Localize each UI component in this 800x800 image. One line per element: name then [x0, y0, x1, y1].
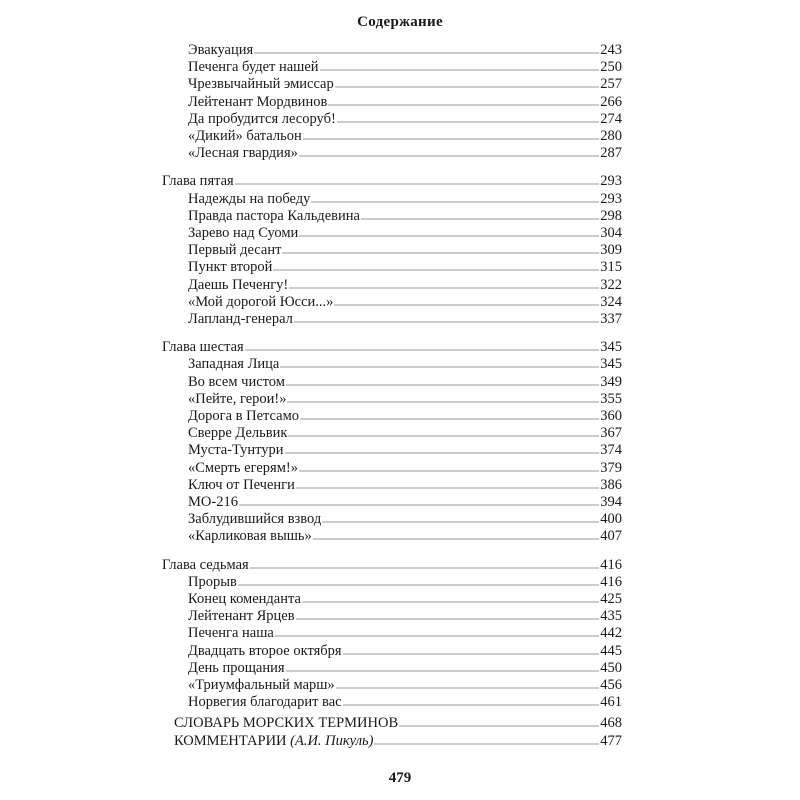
toc-entry-page: 337: [600, 311, 622, 327]
toc-entry: [188, 111, 622, 128]
toc-entry-title: Глава седьмая: [162, 556, 249, 573]
toc-entry-title: «Мой дорогой Юсси...»: [188, 293, 334, 310]
toc-entry: [188, 356, 622, 373]
dot-leader: [334, 294, 599, 306]
toc-entry: [188, 391, 622, 408]
toc-entry: [188, 128, 622, 145]
dot-leader: [300, 408, 599, 420]
toc-entry-title: Дорога в Петсамо: [188, 408, 300, 424]
toc-entry-title: Глава пятая: [162, 173, 234, 190]
toc-entry: [188, 574, 622, 591]
dot-leader: [282, 242, 599, 254]
dot-leader: [296, 477, 599, 489]
toc-entry: [188, 660, 622, 677]
toc-entry: [188, 408, 622, 425]
toc-entry-page: 416: [600, 573, 622, 590]
toc-entry-page: 243: [600, 42, 622, 58]
dot-leader: [336, 677, 600, 689]
toc-entry-page: 322: [600, 276, 622, 293]
toc-entry-page: 293: [600, 173, 622, 190]
toc-entry: [188, 259, 622, 276]
toc-entry: [188, 460, 622, 477]
toc-entry: [188, 477, 622, 494]
toc-entry-title: Ключ от Печенги: [188, 476, 295, 493]
toc-entry: [188, 677, 622, 694]
toc-entry: [188, 59, 622, 76]
dot-leader: [343, 643, 600, 655]
dot-leader: [250, 557, 600, 569]
page-number: 479: [388, 770, 412, 786]
dot-leader: [287, 391, 599, 403]
toc-entry-page: 435: [600, 608, 622, 625]
toc-entry-page: 274: [600, 110, 622, 127]
toc-entry-title: Эвакуация: [188, 42, 254, 58]
toc-entry-page: 367: [600, 425, 622, 442]
dot-leader: [288, 425, 599, 437]
toc-appendix: [174, 715, 622, 732]
dot-leader: [275, 625, 599, 637]
toc-entry-page: 394: [600, 494, 622, 510]
dot-leader: [294, 311, 599, 323]
toc-entry-title: Во всем чистом: [188, 373, 285, 390]
toc-entry: [188, 191, 622, 208]
toc-entry-title: «Смерть егерям!»: [188, 459, 298, 476]
toc-entry-page: 379: [600, 459, 622, 476]
dot-leader: [286, 374, 599, 386]
toc-entry: [188, 208, 622, 225]
toc-entry-page: 345: [600, 339, 622, 356]
toc-entry-title: Первый десант: [188, 242, 282, 259]
toc-entry: [188, 528, 622, 545]
toc-entry: [188, 442, 622, 459]
dot-leader: [289, 277, 599, 289]
toc-entry-page: 266: [600, 93, 622, 110]
toc-entry-page: 293: [600, 190, 622, 207]
toc-entry-page: 250: [600, 59, 622, 76]
toc-entry-page: 456: [600, 677, 622, 693]
toc-entry-page: 309: [600, 242, 622, 259]
toc-entry-page: 468: [600, 715, 622, 732]
dot-leader: [311, 191, 599, 203]
dot-leader: [361, 208, 599, 220]
toc-entry: [188, 145, 622, 162]
toc-entry: [188, 374, 622, 391]
toc-entry-title: Даешь Печенгу!: [188, 276, 289, 293]
toc-entry-title: «Триумфальный марш»: [188, 677, 335, 693]
toc-entry-page: 360: [600, 408, 622, 424]
toc-entry-page: 280: [600, 128, 622, 144]
toc-entry-title: Прорыв: [188, 573, 237, 590]
toc-entry: [188, 643, 622, 660]
dot-leader: [299, 460, 599, 472]
toc-entry-page: 477: [600, 732, 622, 749]
toc-entry: [188, 76, 622, 93]
toc-entry-title: «Лесная гвардия»: [188, 145, 298, 162]
toc-entry-page: 304: [600, 225, 622, 241]
dot-leader: [239, 494, 599, 506]
dot-leader: [273, 259, 599, 271]
toc-entry: [188, 42, 622, 59]
toc-entry-page: 298: [600, 207, 622, 224]
toc-entry-title: Пункт второй: [188, 259, 273, 276]
dot-leader: [374, 733, 599, 745]
toc-entry-title: Западная Лица: [188, 356, 280, 373]
toc-entry-page: 400: [600, 511, 622, 528]
toc-entry-page: 442: [600, 625, 622, 642]
toc-entry-page: 416: [600, 556, 622, 573]
toc-entry: [188, 591, 622, 608]
dot-leader: [343, 694, 600, 706]
dot-leader: [254, 42, 599, 54]
toc-entry-title: КОММЕНТАРИИ (А.И. Пикуль): [174, 732, 374, 749]
dot-leader: [328, 94, 599, 106]
toc-entry: [188, 625, 622, 642]
toc-entry-title: Чрезвычайный эмиссар: [188, 76, 334, 93]
toc-entry-title: «Дикий» батальон: [188, 128, 302, 144]
toc-entry-title: Печенга наша: [188, 625, 274, 642]
toc-entry-title: Зарево над Суоми: [188, 225, 299, 241]
dot-leader: [235, 173, 600, 185]
toc-entry-title: Глава шестая: [162, 339, 244, 356]
toc-entry-page: 407: [600, 528, 622, 545]
dot-leader: [335, 76, 600, 88]
dot-leader: [238, 574, 599, 586]
toc-entry-page: 374: [600, 442, 622, 459]
toc-entry-page: 349: [600, 373, 622, 390]
toc-entry-title: «Карликовая вышь»: [188, 528, 312, 545]
toc-appendix: [174, 733, 622, 750]
toc-entry-page: 324: [600, 293, 622, 310]
dot-leader: [313, 528, 599, 540]
toc-entry-title: Лейтенант Мордвинов: [188, 93, 328, 110]
toc-entry-title: Двадцать второе октября: [188, 642, 342, 659]
toc-entry-title: Сверре Дельвик: [188, 425, 288, 442]
toc-entry-page: 425: [600, 591, 622, 607]
toc-entry-page: 450: [600, 659, 622, 676]
toc-entry-page: 315: [600, 259, 622, 276]
dot-leader: [285, 442, 600, 454]
dot-leader: [286, 660, 600, 672]
dot-leader: [399, 715, 599, 727]
dot-leader: [296, 608, 600, 620]
dot-leader: [322, 511, 599, 523]
toc-entry-title: Да пробудится лесоруб!: [188, 110, 336, 127]
toc-entry: [188, 225, 622, 242]
page-header: Содержание: [357, 14, 443, 30]
toc-entry: [188, 242, 622, 259]
toc-entry: [188, 494, 622, 511]
toc-chapter: [162, 173, 622, 190]
toc-entry-title: Лапланд-генерал: [188, 311, 293, 327]
toc-entry-page: 445: [600, 642, 622, 659]
toc-entry: [188, 425, 622, 442]
toc-entry-page: 345: [600, 356, 622, 373]
dot-leader: [280, 356, 599, 368]
toc-entry-title: Печенга будет нашей: [188, 59, 319, 76]
dot-leader: [303, 128, 600, 140]
toc-entry-page: 257: [600, 76, 622, 93]
toc-entry: [188, 608, 622, 625]
toc-entry-title: «Пейте, герои!»: [188, 390, 287, 407]
dot-leader: [299, 145, 599, 157]
toc-entry: [188, 294, 622, 311]
toc-entry-title: Заблудившийся взвод: [188, 511, 322, 528]
toc-entry-page: 461: [600, 694, 622, 711]
toc-entry-page: 355: [600, 390, 622, 407]
dot-leader: [320, 59, 600, 71]
toc-chapter: [162, 557, 622, 574]
toc-entry-page: 386: [600, 476, 622, 493]
toc-entry-note: (А.И. Пикуль): [290, 732, 374, 749]
toc-entry-title: День прощания: [188, 659, 285, 676]
toc-entry: [188, 511, 622, 528]
toc-entry: [188, 94, 622, 111]
toc-entry-title: СЛОВАРЬ МОРСКИХ ТЕРМИНОВ: [174, 715, 399, 732]
toc-entry-title: Надежды на победу: [188, 190, 311, 207]
toc-entry-title: МО-216: [188, 494, 238, 510]
toc-entry: [188, 277, 622, 294]
toc-entry-title: Норвегия благодарит вас: [188, 694, 342, 711]
toc-chapter: [162, 339, 622, 356]
toc-entry-title: Правда пастора Кальдевина: [188, 207, 360, 224]
toc-entry: [188, 311, 622, 328]
toc-entry-page: 287: [600, 145, 622, 162]
toc-entry-title: Конец коменданта: [188, 591, 301, 607]
dot-leader: [245, 339, 600, 351]
dot-leader: [299, 225, 599, 237]
toc-entry: [188, 694, 622, 711]
dot-leader: [337, 111, 599, 123]
dot-leader: [302, 591, 599, 603]
toc-entry-title: Лейтенант Ярцев: [188, 608, 295, 625]
toc-entry-title: Муста-Тунтури: [188, 442, 284, 459]
